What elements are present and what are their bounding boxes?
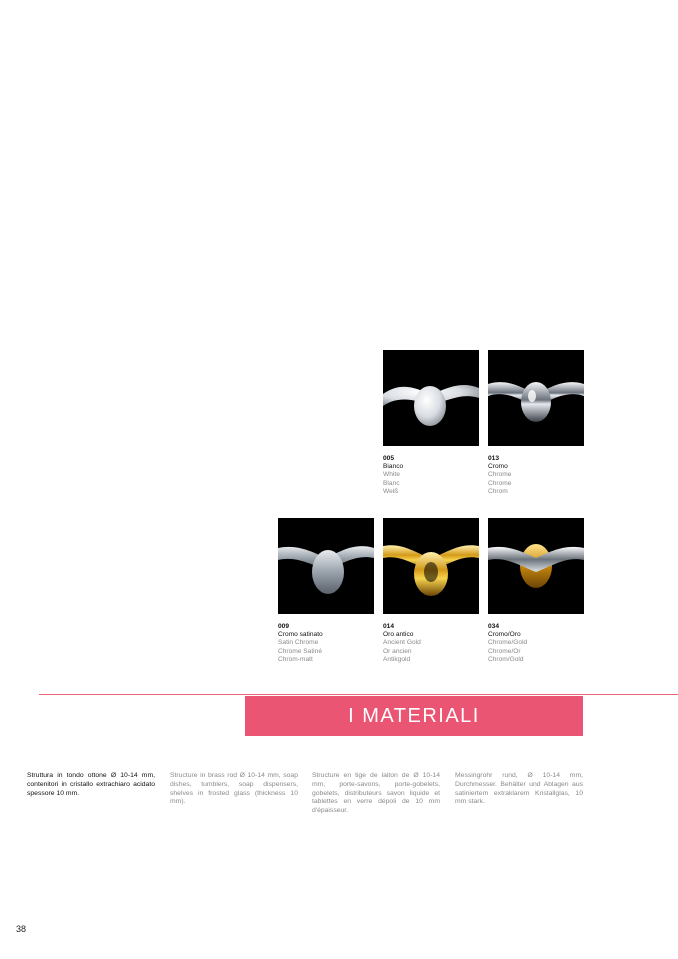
swatch-code: 009 — [278, 623, 290, 630]
swatch-name-de: Antikgold — [383, 655, 411, 663]
page-number: 38 — [16, 924, 27, 934]
swatch-name-fr: Chrome — [488, 479, 512, 487]
swatch-code: 013 — [488, 455, 500, 462]
swatch-code: 005 — [383, 455, 395, 462]
swatch-name-fr: Blanc — [383, 479, 400, 487]
finish-image-chrome-gold — [488, 518, 584, 614]
swatch-name-en: White — [383, 471, 400, 479]
swatch-name-de: Weiß — [383, 487, 399, 495]
swatch-name-en: Satin Chrome — [278, 639, 319, 647]
swatch-name-en: Ancient Gold — [383, 639, 421, 647]
finish-image-white — [383, 350, 479, 446]
finish-image-gold — [383, 518, 479, 614]
swatch-013 — [488, 350, 584, 496]
swatch-034 — [488, 518, 584, 664]
section-title: I MATERIALI — [348, 704, 480, 727]
swatch-name-en: Chrome — [488, 471, 512, 479]
description-german: Messingrohr rund, Ø 10-14 mm, Durchmesser. Behälter und Ablagen aus satiniertem extraklarem Kristallglas, 10 mm stark. — [455, 772, 583, 806]
swatch-005 — [383, 350, 479, 496]
swatch-name: Cromo satinato — [278, 631, 323, 639]
swatch-name: Bianco — [383, 463, 404, 471]
swatch-name: Cromo/Oro — [488, 631, 521, 639]
description-french: Structure en tige de laiton de Ø 10-14 mm, porte-savons, porte-gobelets, gobelets, distributeurs savon liquide et tablettes en verre dépoli de 10 mm d'épaisseur. — [312, 772, 440, 815]
swatch-name-de: Chrom/Gold — [488, 655, 524, 663]
swatch-name-fr: Or ancien — [383, 647, 412, 655]
swatch-014 — [383, 518, 479, 664]
description-english: Structure in brass rod Ø 10-14 mm, soap dishes, tumblers, soap dispensers, shelves in frosted glass (thickness 10 mm). — [170, 772, 298, 806]
swatch-009 — [278, 518, 374, 664]
swatch-name-en: Chrome/Gold — [488, 639, 528, 647]
swatch-name-fr: Chrome/Or — [488, 647, 521, 655]
swatch-code: 014 — [383, 623, 395, 630]
swatch-name-de: Chrom — [488, 487, 508, 495]
swatch-name-de: Chrom-matt — [278, 655, 313, 663]
finish-image-chrome — [488, 350, 584, 446]
swatch-code: 034 — [488, 623, 500, 630]
swatch-name-fr: Chrome Satiné — [278, 647, 322, 655]
swatch-name: Cromo — [488, 463, 508, 471]
section-divider — [39, 694, 678, 695]
finish-image-satin-chrome — [278, 518, 374, 614]
section-banner — [245, 696, 583, 736]
description-italian: Struttura in tondo ottone Ø 10-14 mm, contenitori in cristallo extrachiaro acidato spessore 10 mm. — [27, 772, 155, 797]
swatch-name: Oro antico — [383, 631, 414, 639]
